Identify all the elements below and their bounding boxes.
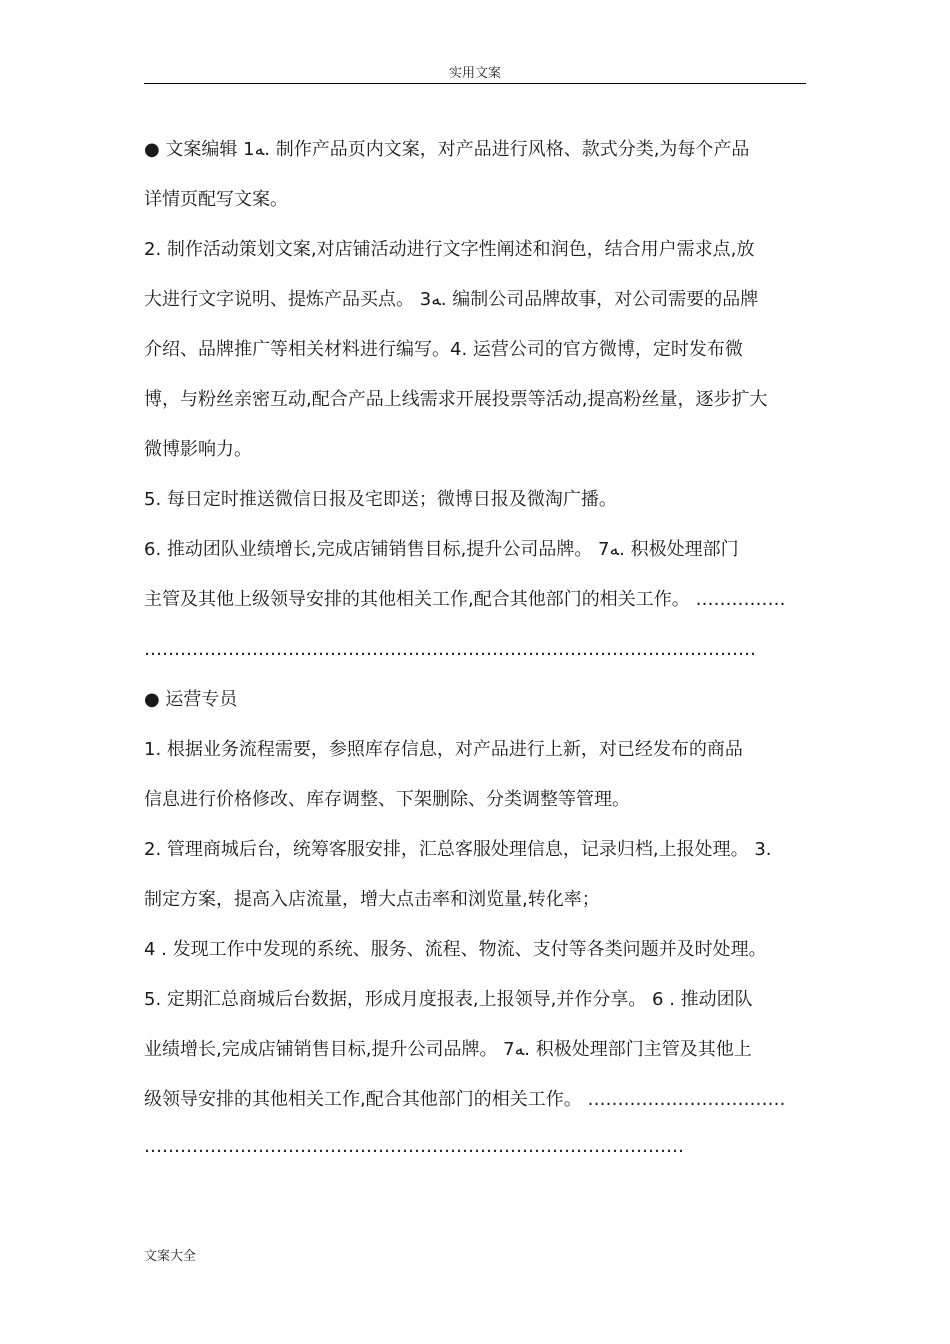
body-line: 2. 制作活动策划文案,对店铺活动进行文字性阐述和润色，结合用户需求点,放: [144, 239, 755, 260]
dotted-leader-line: ………………………………………………………………………………: [144, 1136, 684, 1157]
page-footer: 文案大全: [144, 1249, 197, 1264]
body-line: 主管及其他上级领导安排的其他相关工作,配合其他部门的相关工作。 ……………: [144, 589, 786, 610]
section-heading: ● 运营专员: [144, 689, 238, 710]
body-line: ● 文案编辑 1ﻪ. 制作产品页内文案，对产品进行风格、款式分类,为每个产品: [144, 139, 750, 160]
body-line: 5. 每日定时推送微信日报及宅即送；微博日报及微淘广播。: [144, 489, 617, 510]
body-line: 1. 根据业务流程需要，参照库存信息，对产品进行上新，对已经发布的商品: [144, 739, 743, 760]
body-line: 介绍、品牌推广等相关材料进行编写。4. 运营公司的官方微博，定时发布微: [144, 339, 743, 360]
body-line: 业绩增长,完成店铺销售目标,提升公司品牌。 7ﻪ. 积极处理部门主管及其他上: [144, 1039, 752, 1060]
body-line: 详情页配写文案。: [144, 189, 288, 210]
body-line: 微博影响力。: [144, 439, 252, 460]
page-header: 实用文案: [448, 66, 501, 81]
body-line: 博，与粉丝亲密互动,配合产品上线需求开展投票等活动,提高粉丝量，逐步扩大: [144, 389, 768, 410]
document-body: [144, 125, 806, 1175]
body-line: 大进行文字说明、提炼产品买点。 3ﻪ. 编制公司品牌故事，对公司需要的品牌: [144, 289, 759, 310]
header-divider: [144, 83, 806, 84]
body-line: 4 . 发现工作中发现的系统、服务、流程、物流、支付等各类问题并及时处理。: [144, 939, 767, 960]
body-line: 5. 定期汇总商城后台数据，形成月度报表,上报领导,并作分享。 6 . 推动团队: [144, 989, 753, 1010]
body-line: 制定方案，提高入店流量，增大点击率和浏览量,转化率；: [144, 889, 600, 910]
body-line: 级领导安排的其他相关工作,配合其他部门的相关工作。 ……………………………: [144, 1089, 786, 1110]
dotted-leader-line: …………………………………………………………………………………………: [144, 639, 756, 660]
body-line: 2. 管理商城后台，统筹客服安排，汇总客服处理信息，记录归档,上报处理。 3.: [144, 839, 772, 860]
body-line: 6. 推动团队业绩增长,完成店铺销售目标,提升公司品牌。 7ﻪ. 积极处理部门: [144, 539, 739, 560]
body-line: 信息进行价格修改、库存调整、下架删除、分类调整等管理。: [144, 789, 630, 810]
